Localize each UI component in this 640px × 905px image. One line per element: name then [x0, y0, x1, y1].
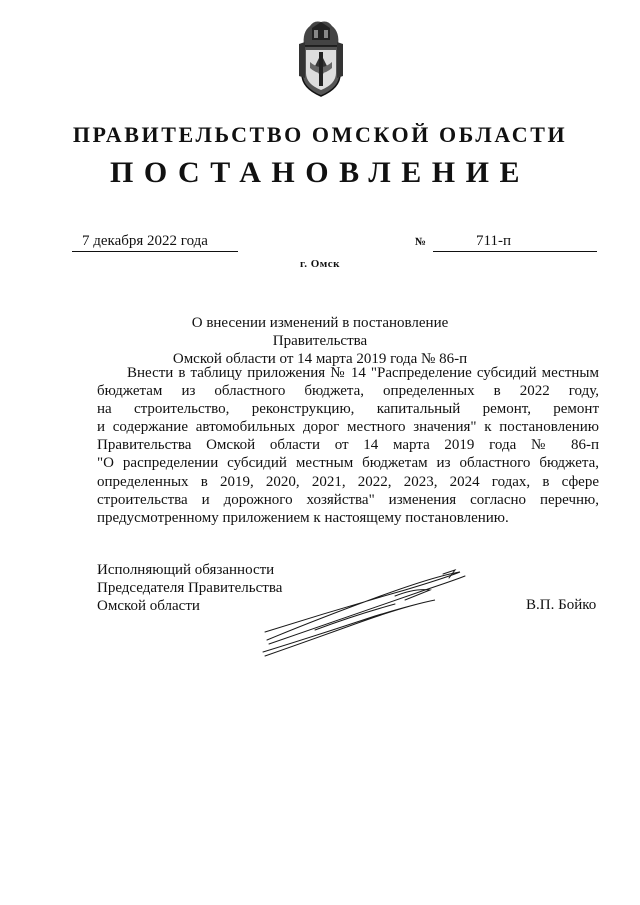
document-type: ПОСТАНОВЛЕНИЕ [110, 156, 530, 189]
body-line: определенных в 2019, 2020, 2021, 2022, 2023, 2024 годах, в сфере [97, 473, 599, 490]
body-line: на строительство, реконструкцию, капитальный ремонт, ремонт [97, 401, 599, 418]
organization-name: ПРАВИТЕЛЬСТВО ОМСКОЙ ОБЛАСТИ [72, 122, 568, 147]
position-line: Омской области [97, 598, 200, 614]
subject-line: О внесении изменений в постановление Правительства [191, 315, 449, 349]
document-number: 711-п [476, 233, 511, 249]
city: г. Омск [299, 258, 341, 270]
position-line: Исполняющий обязанности [97, 562, 275, 578]
number-field [433, 233, 597, 252]
document-subject [150, 314, 490, 368]
body-line: предусмотренному приложением к настоящему постановлению. [97, 509, 509, 526]
position-line: Председателя Правительства [97, 580, 283, 596]
number-sign: № [415, 236, 427, 248]
handwritten-signature [255, 560, 475, 660]
signatory-name: В.П. Бойко [526, 597, 597, 613]
body-paragraph [97, 364, 599, 527]
body-line: строительства и дорожного хозяйства" изменения согласно перечню, [97, 491, 599, 508]
coat-of-arms-emblem [296, 18, 346, 98]
document-date: 7 декабря 2022 года [82, 233, 208, 249]
date-field [72, 233, 238, 252]
body-line: бюджетам из областного бюджета, определенных в 2022 году, [97, 383, 599, 400]
body-line: и содержание автомобильных дорог местного значения" к постановлению [97, 419, 599, 436]
subject-line: Омской области от 14 марта 2019 года № 86-п [172, 351, 468, 367]
body-line: Внести в таблицу приложения № 14 "Распределение субсидий местным [127, 365, 599, 381]
body-line: "О распределении субсидий местным бюджетам из областного бюджета, [97, 455, 599, 472]
body-line: Правительства Омской области от 14 марта 2019 года № 86-п [97, 437, 599, 454]
